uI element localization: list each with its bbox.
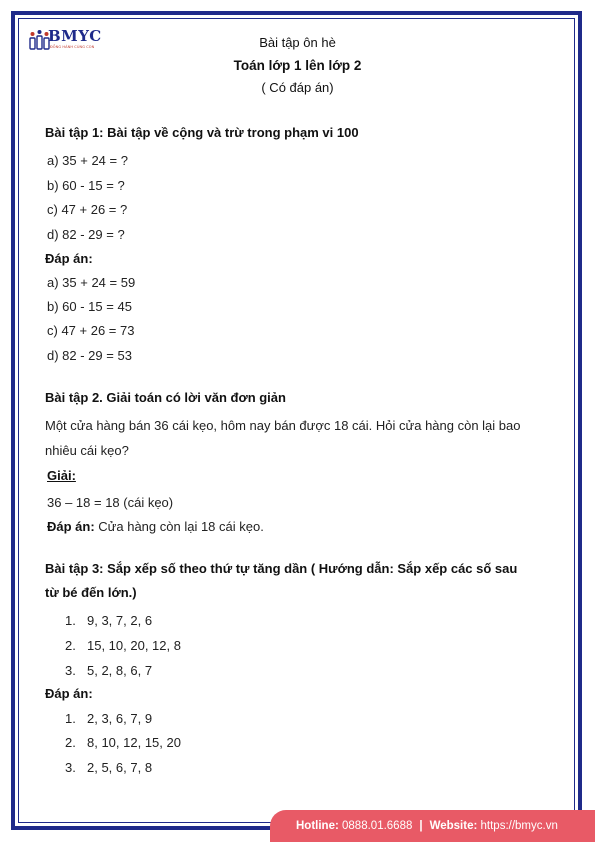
exercise3-item: 3. 5, 2, 8, 6, 7 [65,663,153,678]
page-note: ( Có đáp án) [261,80,334,95]
exercise1-question: d) 82 - 29 = ? [47,227,125,242]
exercise1-answer: c) 47 + 26 = 73 [47,323,135,338]
exercise3-answer: 3. 2, 5, 6, 7, 8 [65,760,153,775]
exercise1-answer: a) 35 + 24 = 59 [47,275,136,290]
exercise3-item: 2. 15, 10, 20, 12, 8 [65,638,181,653]
exercise1-heading: Bài tập 1: Bài tập về cộng và trừ trong phạm vi 100 [45,125,359,140]
exercise3-heading: Bài tập 3: Sắp xếp số theo thứ tự tăng dần ( Hướng dẫn: Sắp xếp các số sau [45,561,518,576]
exercise1-question: a) 35 + 24 = ? [47,153,128,168]
exercise3-answer-label: Đáp án: [45,686,93,701]
exercise2-answer-label: Đáp án: [47,519,95,534]
exercise1-question: c) 47 + 26 = ? [47,202,128,217]
logo-tagline: ĐỒNG HÀNH CÙNG CON [50,45,95,49]
exercise2-problem: nhiêu cái kẹo? [45,443,129,458]
exercise1-answer-label: Đáp án: [45,251,93,266]
exercise1-question: b) 60 - 15 = ? [47,178,125,193]
website-link[interactable]: https://bmyc.vn [480,820,558,832]
exercise3-answer: 1. 2, 3, 6, 7, 9 [65,711,153,726]
exercise2-solution: 36 – 18 = 18 (cái kẹo) [47,495,174,510]
exercise1-answer: b) 60 - 15 = 45 [47,299,132,314]
exercise3-answer: 2. 8, 10, 12, 15, 20 [65,735,181,750]
logo-text: BMYC [48,27,102,45]
hotline-label: Hotline: [296,820,339,832]
exercise2-solution-label: Giải: [47,468,76,483]
page-subtitle: Toán lớp 1 lên lớp 2 [233,58,362,73]
exercise2-answer [47,519,264,534]
exercise3-item: 1. 9, 3, 7, 2, 6 [65,613,153,628]
website-label: Website: [429,820,478,832]
exercise2-problem: Một cửa hàng bán 36 cái kẹo, hôm nay bán được 18 cái. Hỏi cửa hàng còn lại bao [45,418,521,433]
footer-contact-bar [270,810,595,842]
exercise2-answer-text: Cửa hàng còn lại 18 cái kẹo. [94,519,264,534]
exercise1-answer: d) 82 - 29 = 53 [47,348,132,363]
page-title: Bài tập ôn hè [259,35,336,50]
exercise3-heading-cont: từ bé đến lớn.) [45,585,137,600]
exercise2-heading: Bài tập 2. Giải toán có lời văn đơn giản [45,390,286,405]
hotline-number[interactable]: 0888.01.6688 [342,820,413,832]
footer-separator: | [419,820,423,832]
